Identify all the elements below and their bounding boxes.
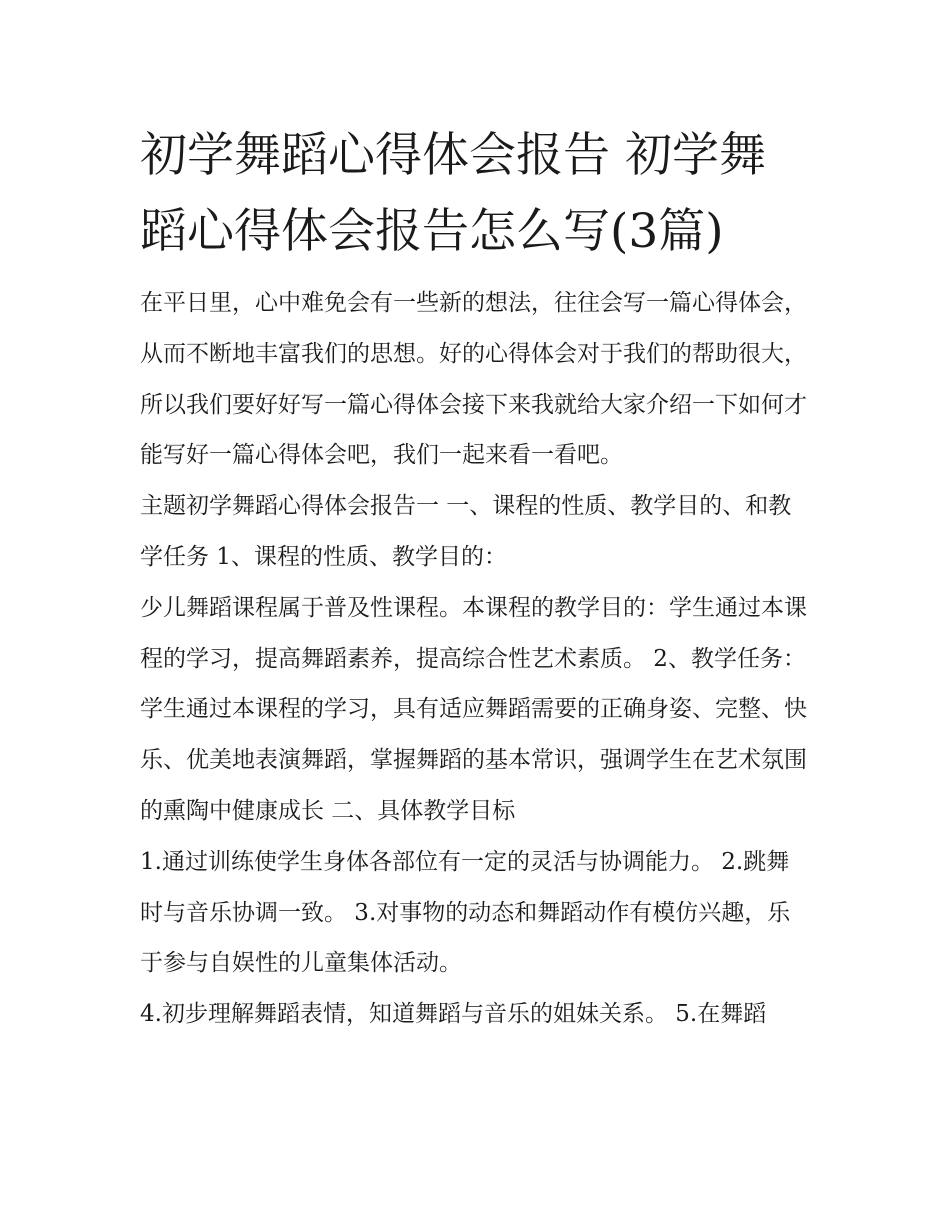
paragraph-intro: 在平日里，心中难免会有一些新的想法，往往会写一篇心得体会，从而不断地丰富我们的思想。好的心得体会对于我们的帮助很大，所以我们要好好写一篇心得体会接下来我就给大家介绍一下如何才能写好一篇心得体会吧，我们一起来看一看吧。 [140,290,807,469]
paragraph-teaching-task: 学生通过本课程的学习，具有适应舞蹈需要的正确身姿、完整、快乐、优美地表演舞蹈，掌握舞蹈的基本常识，强调学生在艺术氛围的熏陶中健康成长 二、具体教学目标 [140,696,807,824]
paragraph-course-goal: 少儿舞蹈课程属于普及性课程。本课程的教学目的：学生通过本课程的学习，提高舞蹈素养，提高综合性艺术素质。 2、教学任务： [140,594,807,672]
document-content [140,118,812,1040]
paragraph-objectives-1-3: 1.通过训练使学生身体各部位有一定的灵活与协调能力。 2.跳舞时与音乐协调一致。 3.对事物的动态和舞蹈动作有模仿兴趣，乐于参与自娱性的儿童集体活动。 [140,848,791,977]
document-title: 初学舞蹈心得体会报告 初学舞蹈心得体会报告怎么写(3篇) [140,128,766,259]
paragraph-course-nature: 主题初学舞蹈心得体会报告一 一、课程的性质、教学目的、和教学任务 1、课程的性质、教学目的： [140,493,792,570]
document-body [140,278,812,1040]
paragraph-objectives-4-5: 4.初步理解舞蹈表情，知道舞蹈与音乐的姐妹关系。 5.在舞蹈 [140,1001,767,1028]
